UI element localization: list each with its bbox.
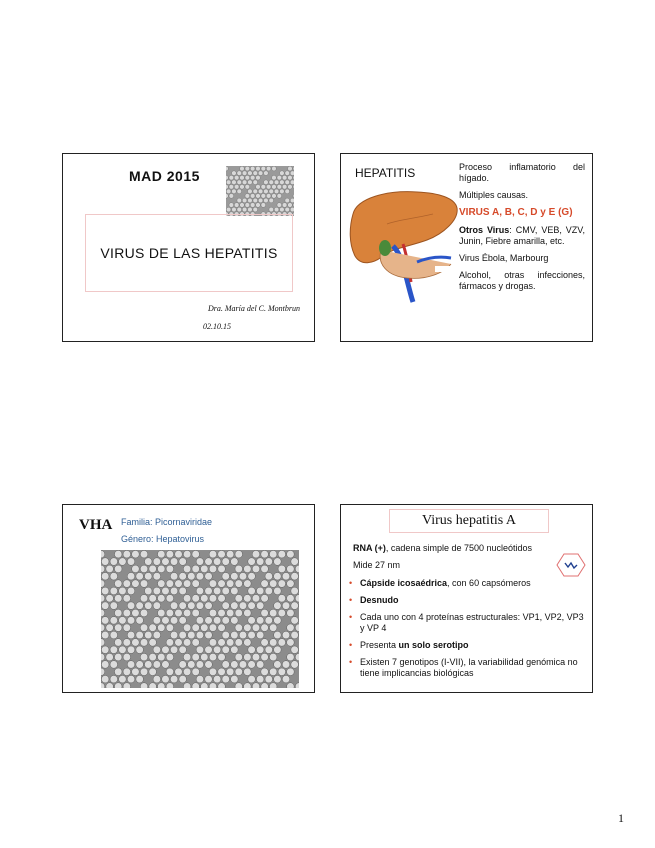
slide-title: MAD 2015: [129, 168, 200, 184]
liver-illustration: [347, 184, 459, 304]
other-virus-label: Otros Virus: [459, 225, 510, 235]
list-item: • Cada uno con 4 proteínas estructurales: VP1, VP2, VP3 y VP 4: [349, 612, 584, 633]
date: 02.10.15: [203, 322, 231, 331]
title-box: [389, 509, 549, 533]
slide-4: [340, 504, 593, 693]
slide-1: [62, 153, 315, 342]
paragraph-definition: Proceso inflamatorio del hígado.: [459, 162, 585, 183]
slide-title: HEPATITIS: [355, 166, 416, 180]
page-number: 1: [618, 811, 624, 825]
rna-line: [353, 543, 532, 553]
family-label: Familia: Picornaviridae: [121, 517, 213, 527]
author: Dra. María del C. Montbrun: [208, 304, 300, 313]
paragraph-ebola: Virus Ébola, Marbourg: [459, 253, 549, 263]
bullet-list: [347, 578, 585, 685]
size-line: Mide 27 nm: [353, 560, 401, 570]
rna-label: RNA (+): [353, 543, 386, 553]
genus-label: Género: Hepatovirus: [121, 534, 205, 544]
list-item: • Cápside icosaédrica, con 60 capsómeros: [349, 578, 531, 588]
paragraph-causes: Múltiples causas.: [459, 190, 529, 200]
virus-micrograph-image: [226, 166, 294, 216]
slide-3: [62, 504, 315, 693]
paragraph-virus-list: VIRUS A, B, C, D y E (G): [459, 207, 573, 218]
title-box: [85, 214, 293, 292]
main-title: VIRUS DE LAS HEPATITIS: [100, 245, 278, 261]
hexagon-virus-icon: [556, 553, 586, 577]
paragraph-alcohol: Alcohol, otras infecciones, fármacos y drogas.: [459, 270, 585, 291]
rna-description: , cadena simple de 7500 nucleótidos: [385, 543, 533, 553]
list-item: • Presenta un solo serotipo: [349, 640, 469, 650]
electron-micrograph-image: [101, 550, 299, 688]
slide-title: Virus hepatitis A: [421, 513, 517, 528]
list-item: • Existen 7 genotipos (I-VII), la variabilidad genómica no tiene implicancias biológicas: [349, 657, 578, 678]
other-virus-list: : CMV, VEB, VZV, Junin, Fiebre amarilla, etc.: [459, 225, 585, 246]
paragraph-other-virus: [459, 225, 585, 247]
slide-title: VHA: [79, 517, 113, 533]
hepatitis-text: [459, 162, 585, 298]
list-item: • Desnudo: [349, 595, 399, 605]
slide-2: [340, 153, 593, 342]
